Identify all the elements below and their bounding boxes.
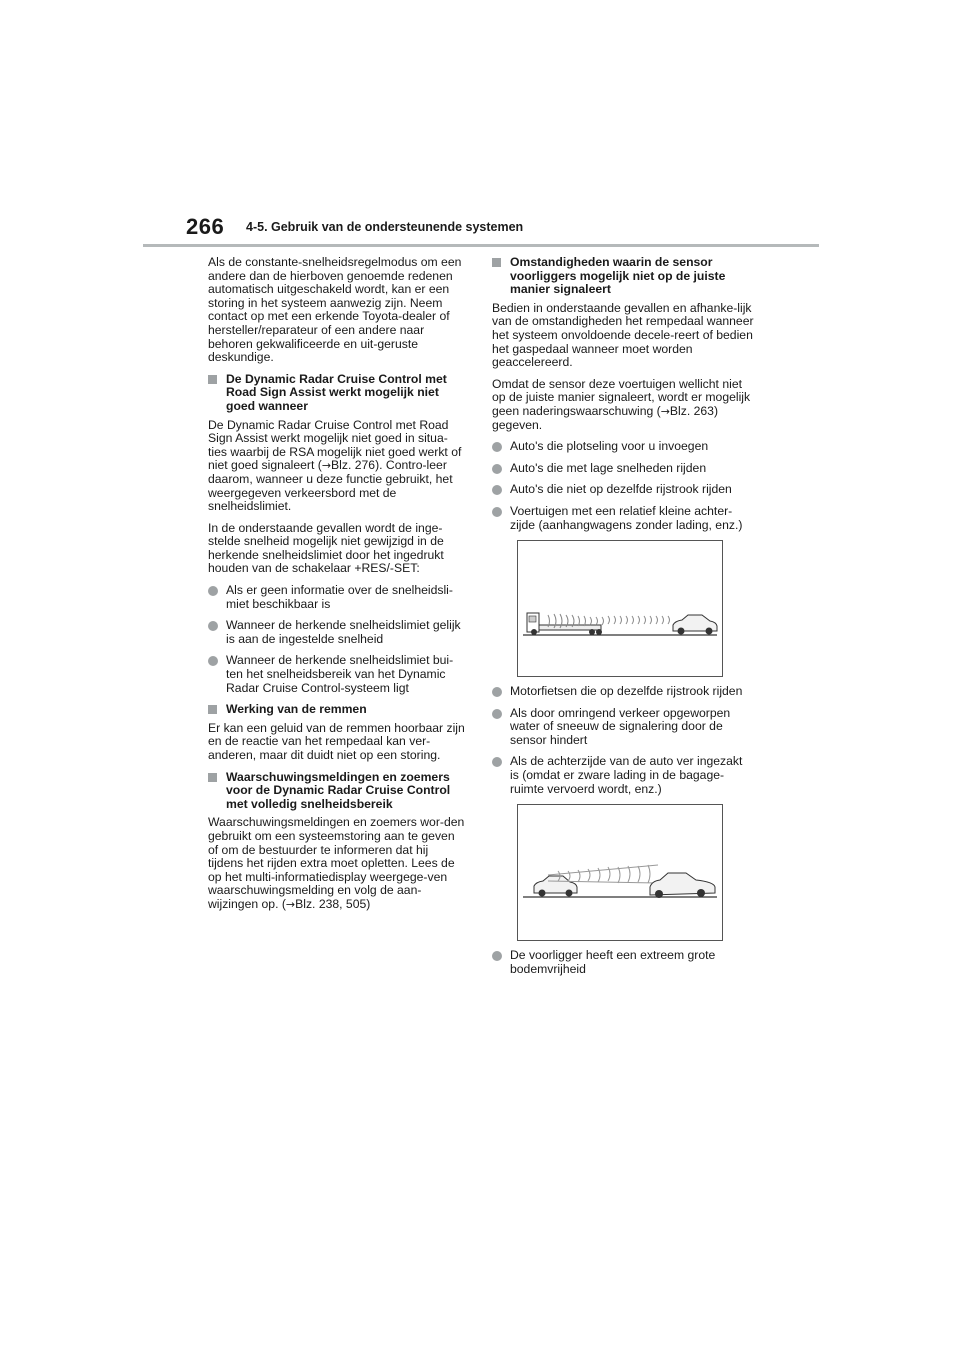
warnings-paragraph: Waarschuwingsmeldingen en zoemers wor-den gebruikt om een systeemstoring aan te geven of om de bestuurder te informeren dat hij tijdens het rijden extra moet opletten. Lees de op het multi-informatiedisplay weergege-ven waarschuwingsmelding en volg de aan-wijzingen op. (→Blz. 238, 505) (208, 815, 465, 911)
section-heading-sensor: Omstandigheden waarin de sensor voorliggers mogelijk niet op de juiste manier signaleert (492, 256, 754, 297)
list-item: Motorfietsen die op dezelfde rijstrook rijden (492, 685, 754, 699)
sensor-paragraph-1: Bedien in onderstaande gevallen en afhanke-lijk van de omstandigheden het rempedaal wanneer het systeem onvoldoende decele-reert of bedien het gaspedaal wanneer moet worden geaccelereerd. (492, 300, 754, 370)
list-item: Auto's die met lage snelheden rijden (492, 462, 754, 476)
list-item: Auto's die niet op dezelfde rijstrook rijden (492, 483, 754, 497)
section-heading-warnings: Waarschuwingsmeldingen en zoemers voor de Dynamic Radar Cruise Control met volledig snelheidsbereik (208, 771, 465, 812)
rsa-paragraph: De Dynamic Radar Cruise Control met Road Sign Assist werkt mogelijk niet goed in situa-ties waarbij de RSA mogelijk niet goed werkt of niet goed signaleert (→Blz. 276). Contro-leer daarom, wanneer u deze functie gebruikt, het weergegeven verkeersbord met de snelheidslimiet. (208, 417, 462, 514)
left-column (208, 256, 465, 920)
list-item: Wanneer de herkende snelheidslimiet gelijk is aan de ingestelde snelheid (208, 619, 465, 646)
section-heading-brakes: Werking van de remmen (208, 703, 465, 717)
truck-radar-car-illustration (517, 540, 723, 677)
header-divider (143, 244, 819, 247)
list-item: Als de achterzijde van de auto ver ingezakt is (omdat er zware lading in de bagage-ruimte vervoerd wordt, enz.) (492, 755, 754, 796)
list-item: Voertuigen met een relatief kleine achter-zijde (aanhangwagens zonder lading, enz.) (492, 505, 754, 532)
right-column (492, 256, 754, 984)
rsa-paragraph-2: In de onderstaande gevallen wordt de inge-stelde snelheid mogelijk niet gewijzigd in de herkende snelheidslimiet door het ingedrukt houden van de schakelaar +RES/-SET: (208, 520, 444, 576)
arrow-icon: → (285, 897, 296, 911)
list-item: Als door omringend verkeer opgeworpen water of sneeuw de signalering door de sensor hindert (492, 707, 754, 748)
list-item: Auto's die plotseling voor u invoegen (492, 440, 754, 454)
section-heading-rsa: De Dynamic Radar Cruise Control met Road Sign Assist werkt mogelijk niet goed wanneer (208, 373, 465, 414)
intro-paragraph: Als de constante-snelheidsregelmodus om een andere dan de hierboven genoemde redenen automatisch uitgeschakeld wordt, kan er een storing in het systeem aanwezig zijn. Neem contact op met een erkende Toyota-dealer of hersteller/reparateur of een andere naar behoren gekwalificeerde en uit-geruste deskundige. (208, 255, 462, 365)
sagging-car-radar-illustration (517, 804, 723, 941)
list-item: Als er geen informatie over de snelheidsli-miet beschikbaar is (208, 584, 465, 611)
page-number: 266 (186, 214, 225, 239)
brakes-paragraph: Er kan een geluid van de remmen hoorbaar zijn en de reactie van het rempedaal kan ver-anderen, maar dit duidt niet op een storing. (208, 720, 465, 762)
arrow-icon: → (660, 404, 670, 418)
sensor-paragraph-2: Omdat de sensor deze voertuigen wellicht niet op de juiste manier signaleert, wordt er mogelijk geen naderingswaarschuwing (→Blz. 263) gegeven. (492, 376, 751, 432)
arrow-icon: → (321, 459, 332, 473)
list-item: De voorligger heeft een extreem grote bodemvrijheid (492, 949, 754, 976)
chapter-title: 4-5. Gebruik van de ondersteunende systemen (246, 220, 524, 234)
list-item: Wanneer de herkende snelheidslimiet bui-ten het snelheidsbereik van het Dynamic Radar Cruise Control-systeem ligt (208, 654, 465, 695)
